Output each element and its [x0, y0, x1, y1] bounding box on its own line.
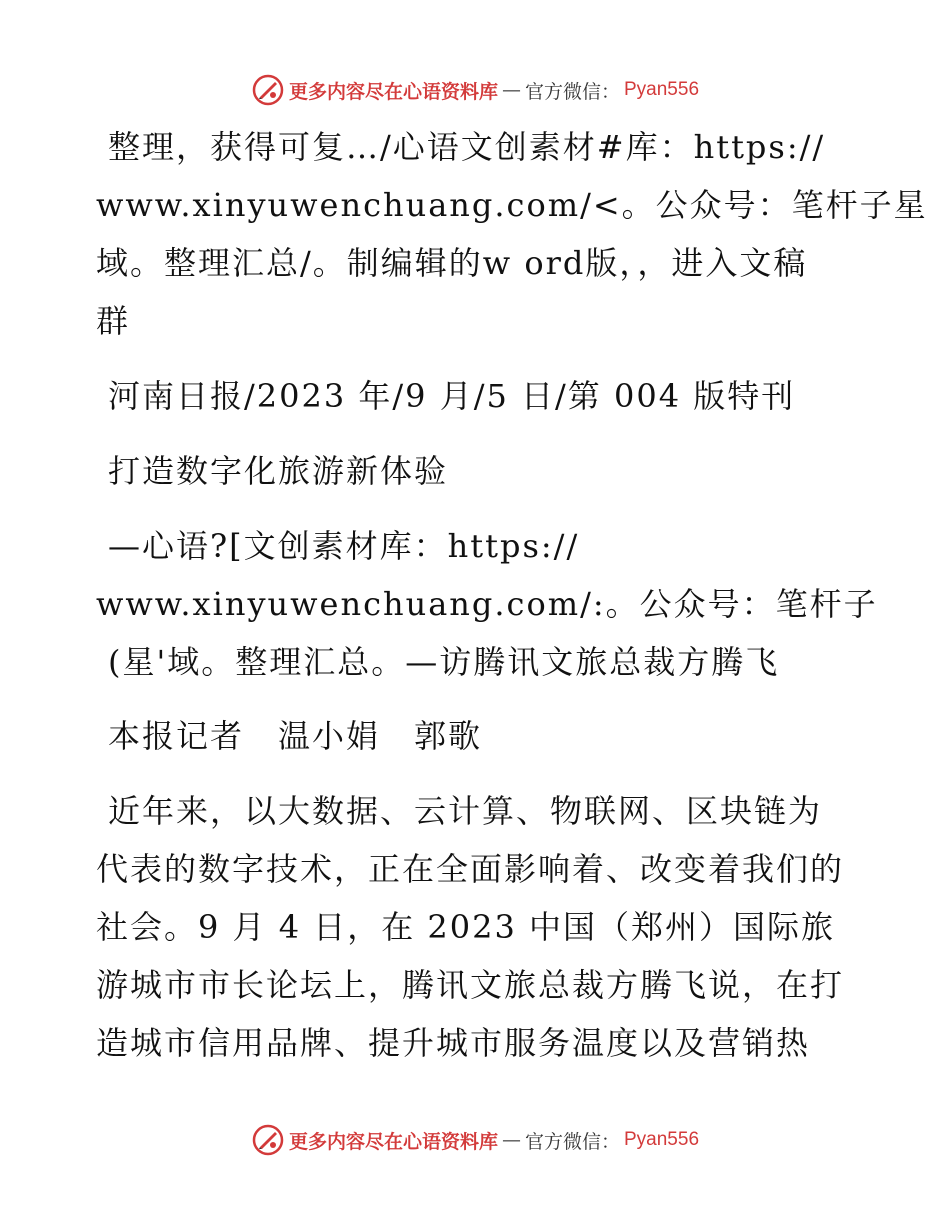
brand-logo-icon: [251, 73, 285, 107]
subtitle-line-3: (星'域。整理汇总。—访腾讯文旅总裁方腾飞: [108, 643, 780, 681]
intro-line-3: 域。整理汇总/。制编辑的w ord版，，进入文稿: [96, 244, 808, 282]
brand-logo-icon: [251, 1123, 285, 1157]
intro-line-2: www.xinyuwenchuang.com/<。公众号：笔杆子星: [96, 186, 928, 224]
body-line-3: 社会。9 月 4 日，在 2023 中国（郑州）国际旅: [96, 908, 836, 946]
footer-banner-content: [251, 1123, 699, 1157]
footer-separator: —: [501, 1129, 521, 1151]
body-line-1: 近年来，以大数据、云计算、物联网、区块链为: [108, 792, 823, 830]
body-line-2: 代表的数字技术，正在全面影响着、改变着我们的: [96, 850, 845, 888]
header-wechat-label: 官方微信：: [524, 80, 620, 103]
byline: 本报记者 温小娟 郭歌: [108, 717, 483, 755]
subtitle-line-1: —心语?[文创素材库：https://: [108, 527, 580, 565]
header-site-name: 更多内容尽在心语资料库: [288, 80, 498, 103]
footer-wechat-id: Pyan556: [624, 1129, 700, 1150]
footer-wechat-label: 官方微信：: [524, 1130, 620, 1153]
footer-watermark-banner: [0, 1118, 950, 1162]
intro-line-4: 群: [96, 302, 131, 340]
header-banner-content: [251, 73, 699, 107]
header-separator: —: [501, 79, 521, 101]
body-line-5: 造城市信用品牌、提升城市服务温度以及营销热: [96, 1024, 811, 1062]
intro-line-1: 整理，获得可复…/心语文创素材#库：https://: [108, 128, 826, 166]
body-line-4: 游城市市长论坛上，腾讯文旅总裁方腾飞说，在打: [96, 966, 845, 1004]
footer-site-name: 更多内容尽在心语资料库: [288, 1130, 498, 1153]
article-headline: 打造数字化旅游新体验: [108, 452, 449, 490]
subtitle-line-2: www.xinyuwenchuang.com/:。公众号：笔杆子: [96, 585, 878, 623]
source-line: 河南日报/2023 年/9 月/5 日/第 004 版特刊: [108, 377, 796, 415]
header-watermark-banner: [0, 68, 950, 112]
header-wechat-id: Pyan556: [624, 79, 700, 100]
